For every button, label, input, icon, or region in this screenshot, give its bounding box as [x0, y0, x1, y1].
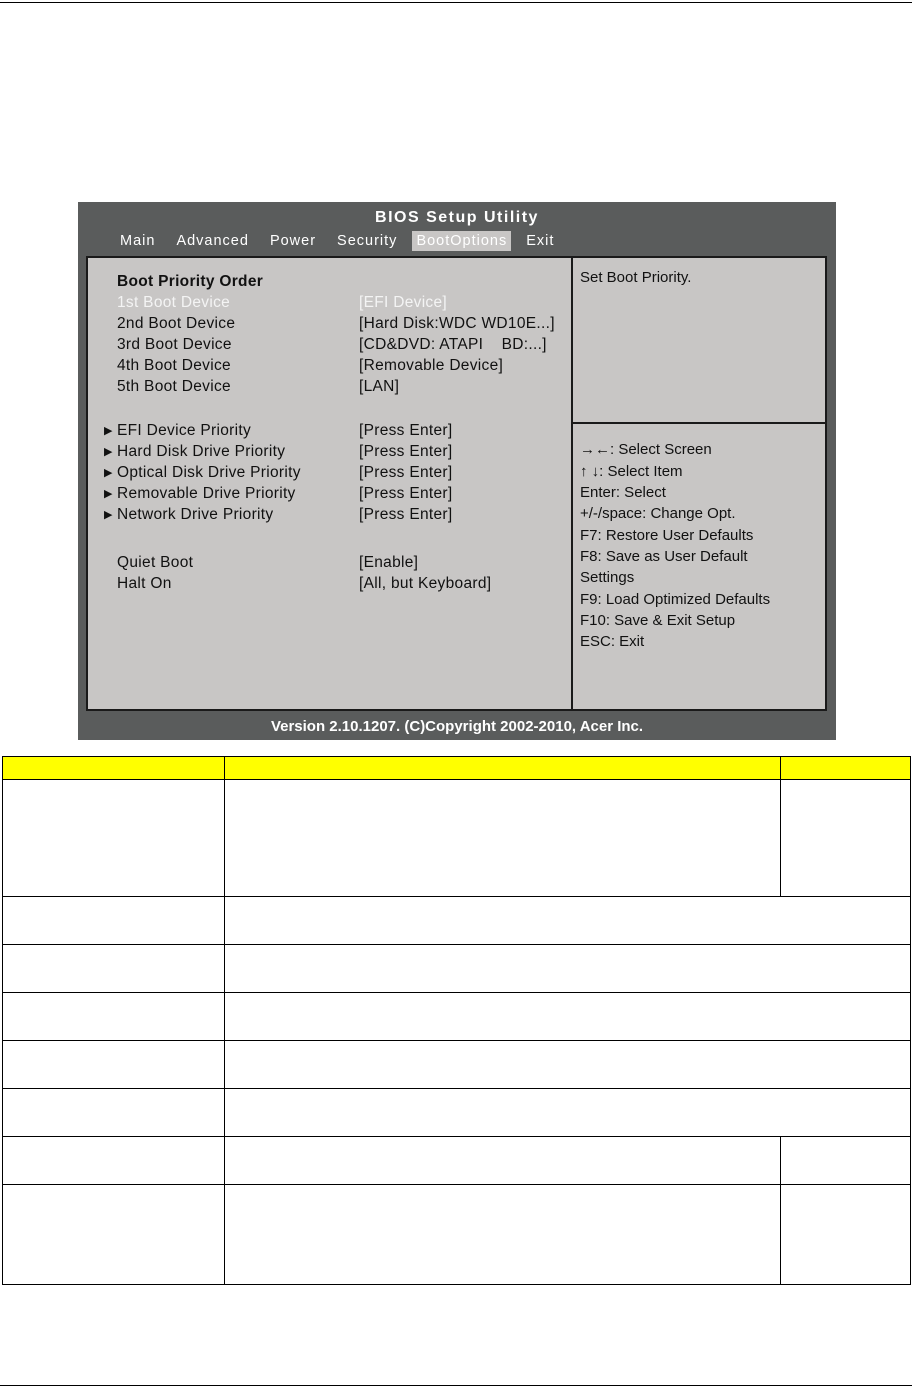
table-cell — [781, 1185, 911, 1285]
table-cell — [225, 1185, 781, 1285]
table-cell — [3, 1185, 225, 1285]
boot-device-4-value[interactable]: [Removable Device] — [359, 357, 504, 374]
key-help-select-item: ↑ ↓: Select Item — [580, 463, 683, 480]
table-cell — [3, 1041, 225, 1089]
submenu-removable-label[interactable]: Removable Drive Priority — [117, 485, 296, 502]
menu-power[interactable]: Power — [269, 233, 317, 249]
boot-device-2-label[interactable]: 2nd Boot Device — [117, 315, 236, 332]
table-cell — [225, 993, 911, 1041]
table-header-cell — [3, 757, 225, 780]
table-row — [3, 945, 911, 993]
menu-advanced[interactable]: Advanced — [176, 233, 249, 249]
bios-title: BIOS Setup Utility — [375, 209, 539, 226]
submenu-removable-value[interactable]: [Press Enter] — [359, 485, 453, 502]
key-help-change: +/-/space: Change Opt. — [580, 505, 736, 522]
key-help-esc: ESC: Exit — [580, 633, 645, 650]
submenu-hdd-label[interactable]: Hard Disk Drive Priority — [117, 443, 286, 460]
table-cell — [225, 1137, 781, 1185]
boot-device-3-value[interactable]: [CD&DVD: ATAPI BD:...] — [359, 336, 547, 353]
halt-on-label[interactable]: Halt On — [117, 575, 172, 592]
boot-device-4-label[interactable]: 4th Boot Device — [117, 357, 231, 374]
table-cell — [225, 945, 911, 993]
submenu-arrow-icon: ▶ — [104, 425, 113, 437]
parameter-table — [2, 756, 911, 1285]
bios-panel — [86, 256, 827, 711]
table-row — [3, 780, 911, 897]
key-help-select-screen: →←: Select Screen — [580, 441, 712, 458]
menu-bootoptions[interactable]: BootOptions — [412, 231, 511, 251]
submenu-arrow-icon: ▶ — [104, 488, 113, 500]
submenu-arrow-icon: ▶ — [104, 467, 113, 479]
table-cell — [3, 1137, 225, 1185]
table-row — [3, 993, 911, 1041]
key-help-f9: F9: Load Optimized Defaults — [580, 591, 771, 608]
boot-device-5-label[interactable]: 5th Boot Device — [117, 378, 231, 395]
table-header-row — [3, 757, 911, 780]
panel-divider — [571, 258, 573, 709]
quiet-boot-value[interactable]: [Enable] — [359, 554, 419, 571]
boot-device-5-value[interactable]: [LAN] — [359, 378, 400, 395]
key-help-f7: F7: Restore User Defaults — [580, 527, 754, 544]
table-cell — [225, 1089, 911, 1137]
table-cell — [3, 897, 225, 945]
boot-device-1-label[interactable]: 1st Boot Device — [117, 294, 231, 311]
submenu-arrow-icon: ▶ — [104, 446, 113, 458]
table-cell — [225, 1041, 911, 1089]
submenu-network-value[interactable]: [Press Enter] — [359, 506, 453, 523]
table-header-cell — [225, 757, 781, 780]
boot-device-2-value[interactable]: [Hard Disk:WDC WD10E...] — [359, 315, 555, 332]
key-help-f10: F10: Save & Exit Setup — [580, 612, 736, 629]
bios-footer: Version 2.10.1207. (C)Copyright 2002-2010, Acer Inc. — [270, 718, 644, 735]
key-help-enter: Enter: Select — [580, 484, 666, 501]
table-header-cell — [781, 757, 911, 780]
bottom-rule — [0, 1385, 912, 1386]
submenu-odd-value[interactable]: [Press Enter] — [359, 464, 453, 481]
bios-screenshot — [78, 202, 836, 740]
submenu-odd-label[interactable]: Optical Disk Drive Priority — [117, 464, 301, 481]
boot-device-1-value[interactable]: [EFI Device] — [359, 294, 448, 311]
section-title: Boot Priority Order — [117, 273, 264, 290]
submenu-efi-value[interactable]: [Press Enter] — [359, 422, 453, 439]
menu-security[interactable]: Security — [337, 233, 398, 249]
bios-menu-bar — [114, 231, 569, 251]
table-row — [3, 1041, 911, 1089]
table-cell — [3, 945, 225, 993]
table-cell — [781, 780, 911, 897]
table-cell — [225, 780, 781, 897]
table-cell — [3, 1089, 225, 1137]
key-help-f8-settings: Settings — [580, 569, 635, 586]
menu-main[interactable]: Main — [120, 233, 156, 249]
table-row — [3, 897, 911, 945]
key-help-f8: F8: Save as User Default — [580, 548, 748, 565]
help-divider — [573, 422, 825, 424]
submenu-arrow-icon: ▶ — [104, 509, 113, 521]
table-row — [3, 1089, 911, 1137]
halt-on-value[interactable]: [All, but Keyboard] — [359, 575, 492, 592]
item-help-text: Set Boot Priority. — [580, 269, 692, 286]
submenu-hdd-value[interactable]: [Press Enter] — [359, 443, 453, 460]
table-cell — [781, 1137, 911, 1185]
submenu-network-label[interactable]: Network Drive Priority — [117, 506, 274, 523]
top-rule — [0, 2, 912, 3]
table-row — [3, 1185, 911, 1285]
boot-device-3-label[interactable]: 3rd Boot Device — [117, 336, 232, 353]
table-cell — [225, 897, 911, 945]
submenu-efi-label[interactable]: EFI Device Priority — [117, 422, 252, 439]
menu-exit[interactable]: Exit — [526, 233, 555, 249]
table-cell — [3, 780, 225, 897]
table-row — [3, 1137, 911, 1185]
table-cell — [3, 993, 225, 1041]
quiet-boot-label[interactable]: Quiet Boot — [117, 554, 194, 571]
